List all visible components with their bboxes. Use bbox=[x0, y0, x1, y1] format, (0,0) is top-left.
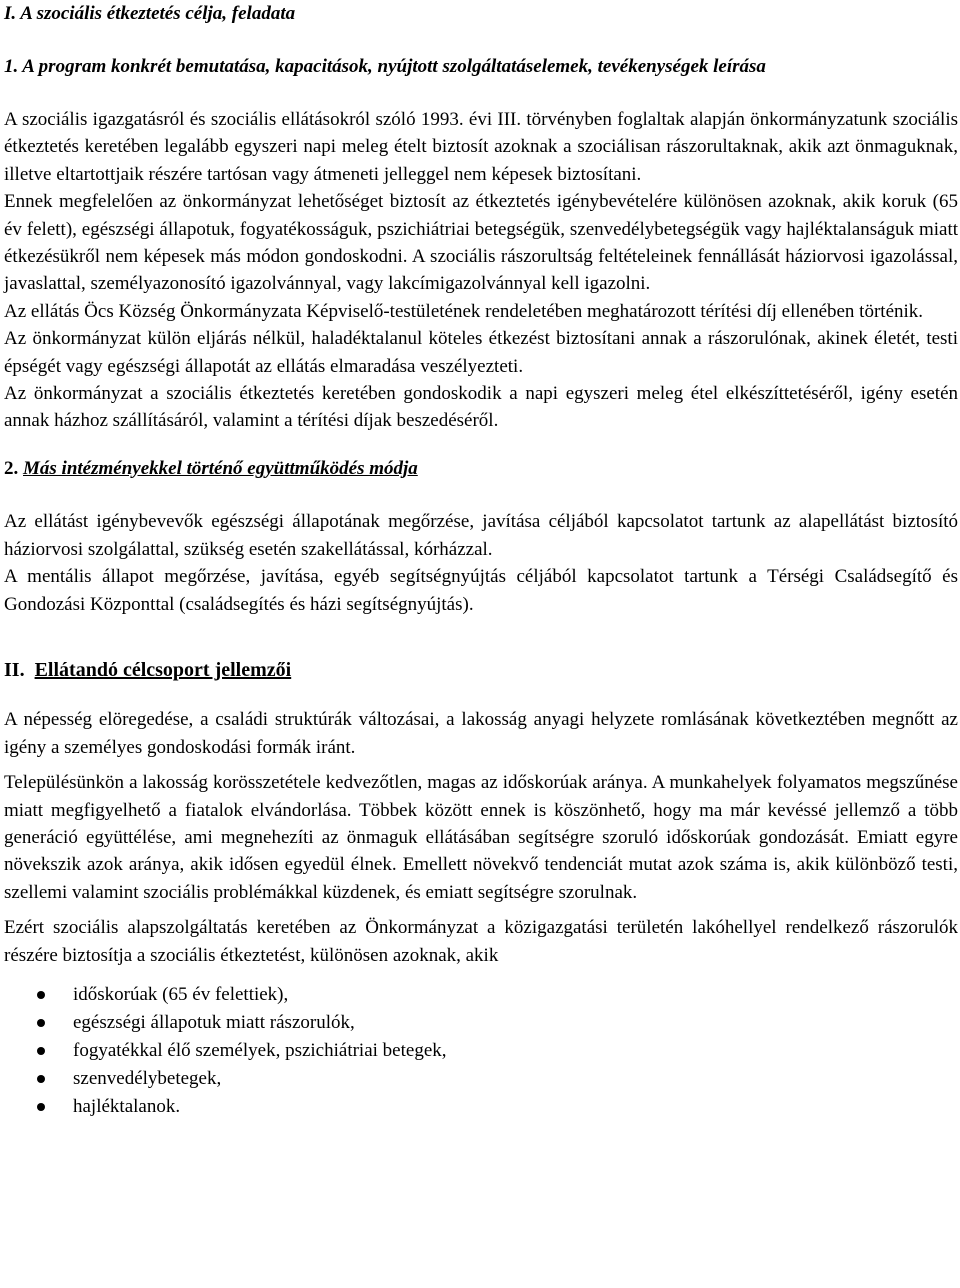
paragraph: A népesség elöregedése, a családi struktúrák változásai, a lakosság anyagi helyzete romlásának következtében megnőtt az igény a személyes gondoskodási formák iránt. bbox=[4, 709, 958, 758]
section-3-number: II. bbox=[4, 658, 25, 681]
section-3-title: Ellátandó célcsoport jellemzői bbox=[34, 658, 292, 681]
list-item bbox=[4, 1009, 958, 1037]
bullet-icon bbox=[37, 1019, 45, 1027]
main-heading: I. A szociális étkeztetés célja, feladata bbox=[4, 3, 296, 24]
list-item bbox=[4, 1065, 958, 1093]
paragraph: Ennek megfelelően az önkormányzat lehetőséget biztosít az étkeztetés igénybevételére különösen azoknak, akik koruk (65 év felett), egészségi állapotuk, fogyatékosságuk, pszichiátriai betegségük, szenvedélybetegségük vagy hajléktalanságuk miatt étkezésükről nem képesek más módon gondoskodni. A szociális rászorultság feltételeinek fennállását háziorvosi igazolással, javaslattal, személyazonosító igazolvánnyal, vagy lakcímigazolvánnyal kell igazolni. bbox=[4, 191, 958, 295]
list-item bbox=[4, 1093, 958, 1121]
bullet-icon bbox=[37, 991, 45, 999]
section-2-title: Más intézményekkel történő együttműködés módja bbox=[23, 457, 418, 479]
list-item-text: időskorúak (65 év felettiek), bbox=[73, 983, 289, 1005]
target-group-list bbox=[4, 981, 958, 1121]
list-item-text: szenvedélybetegek, bbox=[73, 1067, 222, 1089]
list-item bbox=[4, 1037, 958, 1065]
document-page bbox=[4, 0, 958, 1121]
paragraph: Az önkormányzat a szociális étkeztetés keretében gondoskodik a napi egyszeri meleg étel elkészíttetéséről, igény esetén annak házhoz szállításáról, valamint a térítési díjak beszedéséről. bbox=[4, 383, 958, 432]
list-item bbox=[4, 981, 958, 1009]
paragraph: A szociális igazgatásról és szociális ellátásokról szóló 1993. évi III. törvényben foglaltak alapján önkormányzatunk szociális étkeztetés keretében legalább egyszeri napi meleg ételt biztosít azoknak a szociálisan rászorultaknak, akik azt önmaguknak, illetve eltartottjaik részére tartósan vagy átmeneti jelleggel nem képesek biztosítani. bbox=[4, 109, 958, 185]
paragraph: Településünkön a lakosság korösszetétele kedvezőtlen, magas az időskorúak aránya. A munkahelyek folyamatos megszűnése miatt megfigyelhető a fiatalok elvándorlása. Többek között ennek is köszönhető, hogy ma már kevéssé jellemző a több generáció együttélése, ami megnehezíti az önmaguk ellátásában segítségre szoruló időskorúak gondozását. Emiatt egyre növekszik azok aránya, akik idősen egyedül élnek. Emellett növekvő tendenciát mutat azok száma is, akik különböző testi, szellemi valamint szociális problémákkal küzdenek, és emiatt segítségre szorulnak. bbox=[4, 772, 958, 903]
paragraph: A mentális állapot megőrzése, javítása, egyéb segítségnyújtás céljából kapcsolatot tartunk a Térségi Családsegítő és Gondozási Központtal (családsegítés és házi segítségnyújtás). bbox=[4, 566, 958, 615]
section-2-heading bbox=[4, 455, 958, 482]
paragraph: Az ellátás Öcs Község Önkormányzata Képviselő-testületének rendeletében meghatározott térítési díj ellenében történik. bbox=[4, 300, 924, 322]
list-item-text: egészségi állapotuk miatt rászorulók, bbox=[73, 1011, 355, 1033]
section-1-number: 1. bbox=[4, 56, 19, 77]
bullet-icon bbox=[37, 1047, 45, 1055]
section-1-heading bbox=[4, 53, 958, 80]
section-3-heading bbox=[4, 657, 958, 684]
paragraph: Az önkormányzat külön eljárás nélkül, haladéktalanul köteles étkezést biztosítani annak a rászorulónak, akinek életét, testi épségét vagy egészségi állapotát az ellátás elmaradása veszélyezteti. bbox=[4, 328, 958, 377]
paragraph: Az ellátást igénybevevők egészségi állapotának megőrzése, javítása céljából kapcsolatot tartunk az alapellátást biztosító háziorvosi szolgálattal, szükség esetén szakellátással, kórházzal. bbox=[4, 511, 958, 560]
section-1-title: A program konkrét bemutatása, kapacitások, nyújtott szolgáltatáselemek, tevékenységek leírása bbox=[22, 56, 766, 77]
list-item-text: fogyatékkal élő személyek, pszichiátriai betegek, bbox=[73, 1039, 447, 1061]
bullet-icon bbox=[37, 1075, 45, 1083]
list-item-text: hajléktalanok. bbox=[73, 1095, 181, 1117]
bullet-icon bbox=[37, 1103, 45, 1111]
section-2-number: 2. bbox=[4, 457, 19, 479]
paragraph: Ezért szociális alapszolgáltatás keretében az Önkormányzat a közigazgatási területén lakóhellyel rendelkező rászorulók részére biztosítja a szociális étkeztetést, különösen azoknak, akik bbox=[4, 917, 958, 966]
